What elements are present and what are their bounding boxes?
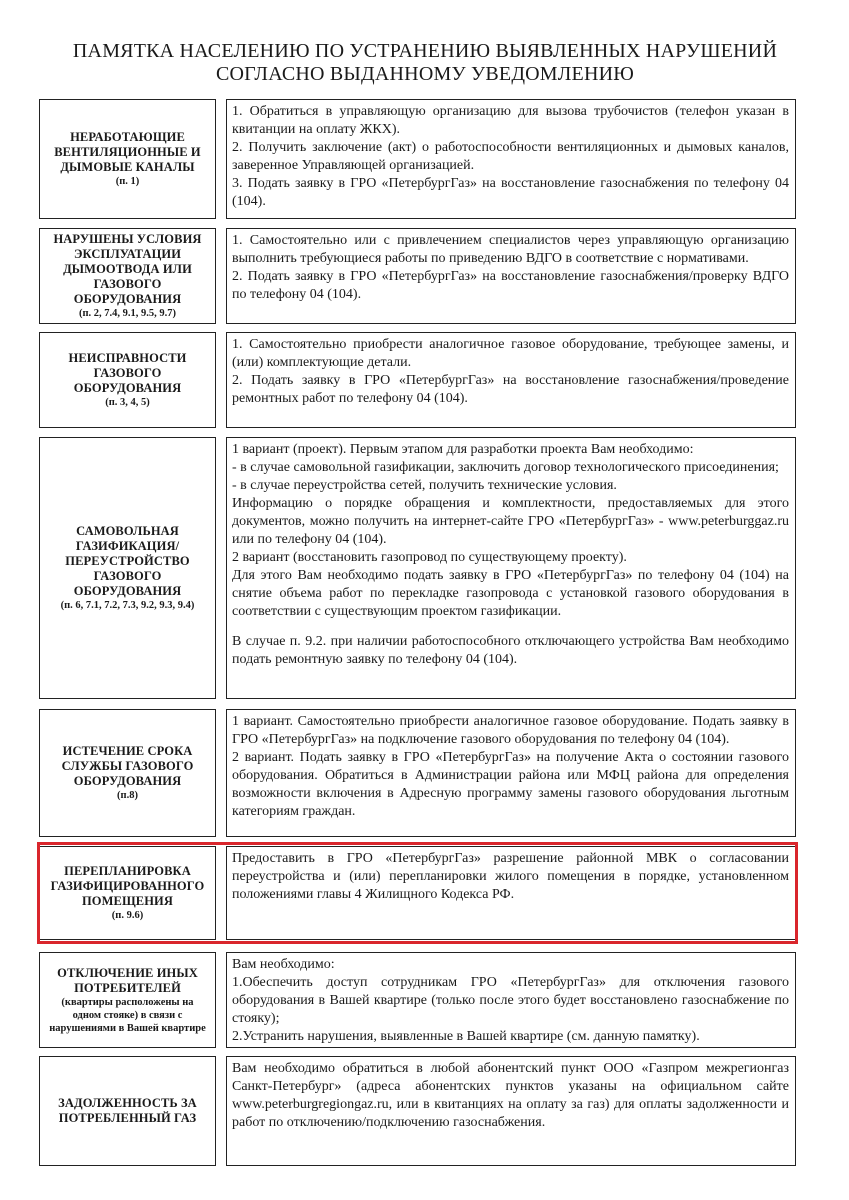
category-title: ОТКЛЮЧЕНИЕ ИНЫХ ПОТРЕБИТЕЛЕЙ — [57, 965, 198, 995]
category-title: ПЕРЕПЛАНИРОВКА ГАЗИФИЦИРОВАННОГО ПОМЕЩЕНИЯ — [50, 864, 205, 908]
instruction-line: 1. Самостоятельно или с привлечением специалистов через управляющую организацию выполнить требующиеся работы по приведению ВДГО в соответствие с нормативами. — [232, 233, 789, 266]
category-title: САМОВОЛЬНАЯ ГАЗИФИКАЦИЯ/ ПЕРЕУСТРОЙСТВО ГАЗОВОГО ОБОРУДОВАНИЯ — [65, 524, 190, 598]
category-cell-unauthorized — [39, 437, 216, 699]
instruction-line: Информацию о порядке обращения и комплектности, предоставляемых для этого документов, можно получить на интернет-сайте ГРО «ПетербургГаз» - www.peterburggaz.ru или по телефону 04 (104). — [232, 496, 789, 547]
instruction-line: - в случае переустройства сетей, получить технические условия. — [232, 478, 617, 493]
instruction-line: В случае п. 9.2. при наличии работоспособного отключающего устройства Вам необходимо подать ремонтную заявку по телефону 04 (104). — [232, 634, 789, 667]
category-title: НЕРАБОТАЮЩИЕ ВЕНТИЛЯЦИОННЫЕ И ДЫМОВЫЕ КАНАЛЫ — [54, 130, 201, 174]
category-ref: (п. 3, 4, 5) — [105, 397, 150, 408]
category-title: ИСТЕЧЕНИЕ СРОКА СЛУЖБЫ ГАЗОВОГО ОБОРУДОВАНИЯ — [61, 744, 194, 788]
instruction-line: 1 вариант. Самостоятельно приобрести аналогичное газовое оборудование. Подать заявку в ГРО «ПетербургГаз» на подключение газового оборудования по телефону 04 (104). — [232, 714, 789, 747]
instruction-line: Для этого Вам необходимо подать заявку в ГРО «ПетербургГаз» по телефону 04 (104) на снятие объема работ по перекладке газопровода с установкой газового оборудования в соответствии с существующим проектом газификации. — [232, 568, 789, 619]
category-ref: (п.8) — [117, 790, 138, 801]
instruction-line: 2. Подать заявку в ГРО «ПетербургГаз» на восстановление газоснабжения/проведение ремонтных работ по телефону 04 (104). — [232, 373, 789, 406]
instruction-line: 1.Обеспечить доступ сотрудникам ГРО «ПетербургГаз» для отключения газового оборудования в Вашей квартире (только после этого будет восстановлено газоснабжение по стояку); — [232, 975, 789, 1026]
instructions-cell-replanning — [226, 846, 796, 940]
instruction-line: 2.Устранить нарушения, выявленные в Вашей квартире (см. данную памятку). — [232, 1029, 700, 1044]
title-line-2: СОГЛАСНО ВЫДАННОМУ УВЕДОМЛЕНИЮ — [215, 63, 635, 85]
instruction-line: - в случае самовольной газификации, заключить договор технологического присоединения; — [232, 460, 779, 475]
category-cell-other-consumers — [39, 952, 216, 1048]
instructions-cell-ventilation — [226, 99, 796, 219]
instructions-cell-exploitation — [226, 228, 796, 324]
category-title: НАРУШЕНЫ УСЛОВИЯ ЭКСПЛУАТАЦИИ ДЫМООТВОДА ИЛИ ГАЗОВОГО ОБОРУДОВАНИЯ — [53, 232, 202, 306]
category-ref: (п. 6, 7.1, 7.2, 7.3, 9.2, 9.3, 9.4) — [60, 600, 195, 611]
category-ref: (п. 1) — [115, 176, 140, 187]
category-ref: (п. 9.6) — [111, 910, 144, 921]
title-line-1: ПАМЯТКА НАСЕЛЕНИЮ ПО УСТРАНЕНИЮ ВЫЯВЛЕННЫХ НАРУШЕНИЙ — [72, 40, 778, 62]
category-cell-service-life — [39, 709, 216, 837]
instruction-line: 2. Получить заключение (акт) о работоспособности вентиляционных и дымовых каналов, заверенное Управляющей организацией. — [232, 140, 789, 173]
instruction-line: Вам необходимо: — [232, 957, 335, 972]
instructions-cell-service-life — [226, 709, 796, 837]
instruction-line: 1. Обратиться в управляющую организацию для вызова трубочистов (телефон указан в квитанции на оплату ЖКХ). — [232, 104, 789, 137]
instruction-line: Предоставить в ГРО «ПетербургГаз» разрешение районной МВК о согласовании переустройства и (или) перепланировки жилого помещения в порядке, установленном положениями главы 4 Жилищного Кодекса РФ. — [232, 851, 789, 902]
paragraph-gap — [232, 621, 789, 633]
instruction-line: 2. Подать заявку в ГРО «ПетербургГаз» на восстановление газоснабжения/проверку ВДГО по телефону 04 (104). — [232, 269, 789, 302]
instructions-cell-malfunctions — [226, 332, 796, 428]
category-cell-debt — [39, 1056, 216, 1166]
category-cell-exploitation — [39, 228, 216, 324]
category-ref: (квартиры расположены на одном стояке) в связи с нарушениями в Вашей квартире — [49, 996, 206, 1034]
instruction-line: 2 вариант (восстановить газопровод по существующему проекту). — [232, 550, 627, 565]
instruction-line: Вам необходимо обратиться в любой абонентский пункт ООО «Газпром межрегионгаз Санкт-Петербург» (адреса абонентских пунктов указаны на официальном сайте www.peterburgregiongaz.ru, или в квитанциях на оплату за газ) для оплаты задолженности и работ по отключению/подключению газоснабжения. — [232, 1061, 789, 1130]
instructions-cell-unauthorized — [226, 437, 796, 699]
instructions-cell-debt — [226, 1056, 796, 1166]
category-title: ЗАДОЛЖЕННОСТЬ ЗА ПОТРЕБЛЕННЫЙ ГАЗ — [58, 1096, 197, 1125]
page-title — [40, 40, 810, 86]
instruction-line: 1. Самостоятельно приобрести аналогичное газовое оборудование, требующее замены, и (или) комплектующие детали. — [232, 337, 789, 370]
instructions-cell-other-consumers — [226, 952, 796, 1048]
instruction-line: 1 вариант (проект). Первым этапом для разработки проекта Вам необходимо: — [232, 442, 694, 457]
category-title: НЕИСПРАВНОСТИ ГАЗОВОГО ОБОРУДОВАНИЯ — [68, 351, 187, 395]
instruction-line: 3. Подать заявку в ГРО «ПетербургГаз» на восстановление газоснабжения по телефону 04 (104). — [232, 176, 789, 209]
category-cell-malfunctions — [39, 332, 216, 428]
category-cell-replanning — [39, 846, 216, 940]
category-ref: (п. 2, 7.4, 9.1, 9.5, 9.7) — [78, 308, 177, 319]
instruction-line: 2 вариант. Подать заявку в ГРО «ПетербургГаз» на получение Акта о состоянии газового оборудования. Обратиться в Администрации района или МФЦ района для определения возможности включения в Адресную программу замены газового оборудования льготным категориям граждан. — [232, 750, 789, 819]
category-cell-ventilation — [39, 99, 216, 219]
